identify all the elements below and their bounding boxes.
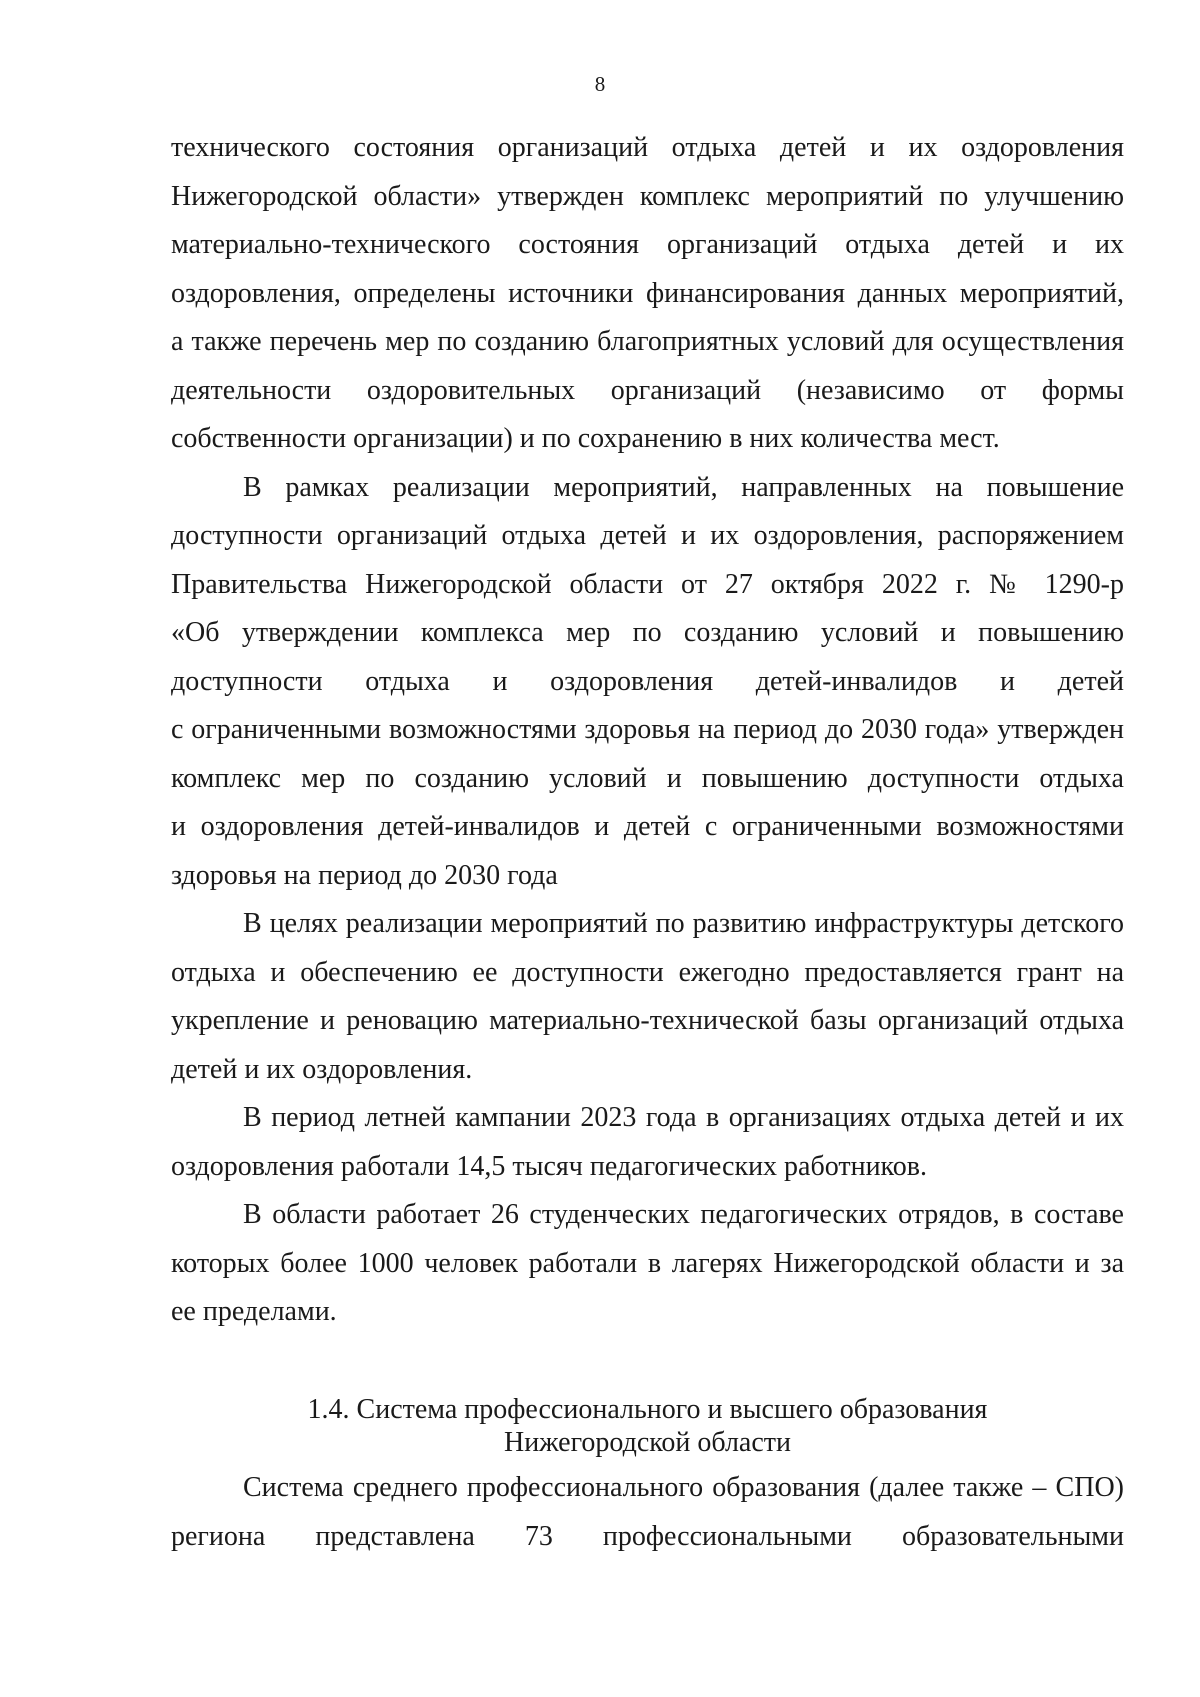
text-line: здоровья на период до 2030 года: [171, 859, 558, 891]
text-line: деятельности оздоровительных организаций (независимо от формы: [171, 374, 1124, 406]
text-line: с ограниченными возможностями здоровья на период до 2030 года» утвержден: [171, 714, 1124, 745]
text-line: доступности отдыха и оздоровления детей-инвалидов и детей: [171, 665, 1124, 697]
text-line: комплекс мер по созданию условий и повышению доступности отдыха: [171, 762, 1124, 794]
section-heading-line: 1.4. Система профессионального и высшего образования: [307, 1394, 988, 1425]
text-line: оздоровления, определены источники финансирования данных мероприятий,: [171, 277, 1124, 309]
paragraph-3: [171, 900, 1124, 1094]
text-line: а также перечень мер по созданию благоприятных условий для осуществления: [171, 326, 1124, 357]
text-line: В целях реализации мероприятий по развитию инфраструктуры детского: [243, 908, 1124, 939]
paragraph-1: [171, 124, 1124, 464]
text-line: региона представлена 73 профессиональными образовательными: [171, 1520, 1124, 1552]
text-line: Нижегородской области» утвержден комплекс мероприятий по улучшению: [171, 180, 1124, 212]
body-text: [171, 124, 1124, 1337]
text-line: Система среднего профессионального образования (далее также – СПО): [243, 1472, 1124, 1503]
section-heading: [171, 1393, 1124, 1459]
text-line: отдыха и обеспечению ее доступности ежегодно предоставляется грант на: [171, 956, 1124, 988]
paragraph-2: [171, 464, 1124, 901]
text-line: Правительства Нижегородской области от 27 октября 2022 г. № 1290-р: [171, 568, 1124, 600]
text-line: оздоровления работали 14,5 тысяч педагогических работников.: [171, 1150, 927, 1182]
text-line: «Об утверждении комплекса мер по созданию условий и повышению: [171, 617, 1124, 648]
text-line: детей и их оздоровления.: [171, 1053, 473, 1085]
text-line: В рамках реализации мероприятий, направленных на повышение: [243, 471, 1124, 503]
paragraph-6: [171, 1464, 1124, 1561]
text-line: В области работает 26 студенческих педагогических отрядов, в составе: [243, 1199, 1124, 1230]
text-line: доступности организаций отдыха детей и их оздоровления, распоряжением: [171, 520, 1124, 551]
text-line: ее пределами.: [171, 1296, 337, 1327]
text-line: В период летней кампании 2023 года в организациях отдыха детей и их: [243, 1102, 1124, 1133]
section-body: [171, 1464, 1124, 1561]
paragraph-4: [171, 1094, 1124, 1191]
text-line: материально-технического состояния организаций отдыха детей и их: [171, 229, 1124, 260]
paragraph-5: [171, 1191, 1124, 1337]
section-heading-line: Нижегородской области: [503, 1427, 792, 1458]
text-line: и оздоровления детей-инвалидов и детей с ограниченными возможностями: [171, 811, 1124, 842]
text-line: технического состояния организаций отдыха детей и их оздоровления: [171, 132, 1124, 163]
page-number: 8: [594, 72, 606, 96]
text-line: которых более 1000 человек работали в лагерях Нижегородской области и за: [171, 1247, 1124, 1279]
text-line: собственности организации) и по сохранению в них количества мест.: [171, 423, 1000, 454]
text-line: укрепление и реновацию материально-технической базы организаций отдыха: [171, 1005, 1124, 1036]
